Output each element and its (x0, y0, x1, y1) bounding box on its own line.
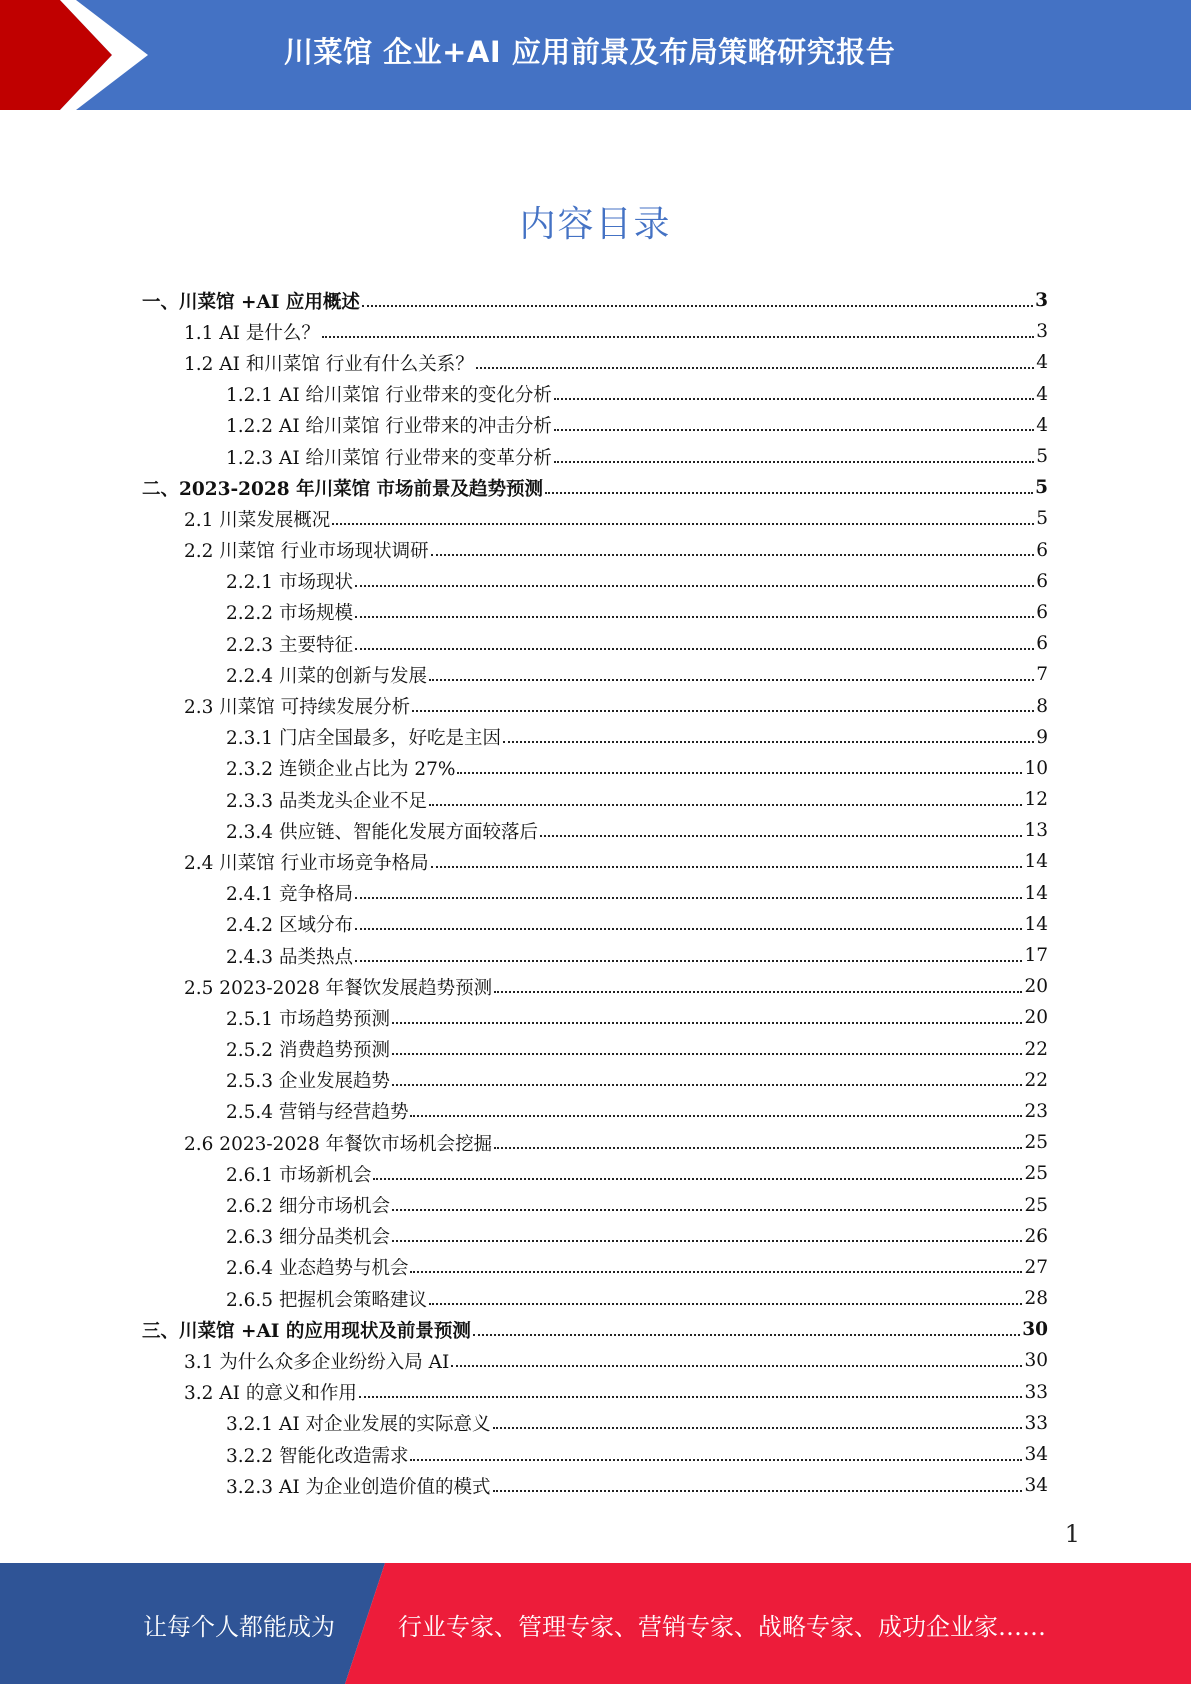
toc-entry-label: 2.5.4 营销与经营趋势 (226, 1102, 409, 1124)
toc-dot-leader (410, 1271, 1022, 1273)
toc-entry-page: 30 (1024, 1350, 1048, 1372)
toc-entry-page: 6 (1036, 539, 1048, 561)
toc-entry[interactable] (0, 722, 1191, 753)
toc-entry[interactable] (0, 1345, 1191, 1376)
toc-entry[interactable] (0, 1252, 1191, 1283)
toc-dot-leader (451, 1365, 1022, 1367)
toc-entry[interactable] (0, 535, 1191, 566)
toc-entry-page: 7 (1036, 664, 1048, 686)
toc-entry[interactable] (0, 940, 1191, 971)
toc-entry[interactable] (0, 659, 1191, 690)
table-of-contents (0, 285, 1191, 1501)
toc-entry-label: 2.6.1 市场新机会 (226, 1164, 372, 1186)
toc-entry-page: 3 (1036, 321, 1048, 343)
toc-entry-label: 一、川菜馆 +AI 应用概述 (142, 291, 360, 313)
toc-entry-label: 2.4.2 区域分布 (226, 915, 353, 937)
toc-entry-page: 27 (1024, 1256, 1048, 1278)
toc-entry[interactable] (0, 1408, 1191, 1439)
toc-dot-leader (540, 835, 1022, 837)
toc-entry-label: 2.5 2023-2028 年餐饮发展趋势预测 (184, 977, 493, 999)
toc-entry[interactable] (0, 566, 1191, 597)
toc-dot-leader (392, 1084, 1022, 1086)
toc-entry[interactable] (0, 1002, 1191, 1033)
toc-entry-page: 17 (1024, 945, 1048, 967)
toc-entry-label: 2.6.2 细分市场机会 (226, 1196, 390, 1218)
toc-entry-page: 4 (1036, 383, 1048, 405)
toc-entry-page: 4 (1036, 352, 1048, 374)
toc-entry-label: 1.2.3 AI 给川菜馆 行业带来的变革分析 (226, 447, 552, 469)
toc-entry-label: 2.6 2023-2028 年餐饮市场机会挖掘 (184, 1133, 493, 1155)
toc-entry[interactable] (0, 441, 1191, 472)
toc-entry-label: 2.2.1 市场现状 (226, 572, 353, 594)
toc-dot-leader (554, 429, 1034, 431)
toc-entry-label: 2.6.3 细分品类机会 (226, 1227, 390, 1249)
toc-dot-leader (373, 1178, 1022, 1180)
toc-heading: 内容目录 (519, 204, 672, 245)
toc-entry-label: 2.3.2 连锁企业占比为 27% (226, 759, 456, 781)
toc-entry[interactable] (0, 1189, 1191, 1220)
toc-entry-label: 2.3.4 供应链、智能化发展方面较落后 (226, 821, 538, 843)
toc-dot-leader (429, 804, 1022, 806)
toc-entry-page: 12 (1024, 789, 1048, 811)
toc-entry[interactable] (0, 1377, 1191, 1408)
toc-dot-leader (355, 648, 1034, 650)
toc-entry[interactable] (0, 347, 1191, 378)
toc-entry-label: 3.2 AI 的意义和作用 (184, 1383, 357, 1405)
toc-entry-label: 2.5.1 市场趋势预测 (226, 1008, 390, 1030)
page-number: 1 (1064, 1520, 1080, 1548)
toc-dot-leader (355, 960, 1023, 962)
toc-entry-label: 3.1 为什么众多企业纷纷入局 AI (184, 1351, 450, 1373)
toc-entry-page: 6 (1036, 601, 1048, 623)
toc-dot-leader (362, 305, 1033, 307)
toc-dot-leader (476, 367, 1034, 369)
toc-dot-leader (554, 461, 1034, 463)
toc-dot-leader (493, 1427, 1023, 1429)
toc-dot-leader (554, 398, 1034, 400)
toc-entry-label: 2.2.2 市场规模 (226, 603, 353, 625)
toc-entry-label: 2.4.1 竞争格局 (226, 884, 353, 906)
footer-band (0, 1563, 1191, 1684)
toc-entry[interactable] (0, 503, 1191, 534)
toc-entry-label: 2.3 川菜馆 可持续发展分析 (184, 697, 411, 719)
toc-dot-leader (322, 336, 1034, 338)
toc-entry-page: 34 (1024, 1475, 1048, 1497)
toc-dot-leader (392, 1240, 1022, 1242)
toc-entry[interactable] (0, 285, 1191, 316)
toc-dot-leader (545, 492, 1033, 494)
toc-entry-label: 1.1 AI 是什么？ (184, 322, 320, 344)
toc-dot-leader (494, 991, 1022, 993)
toc-dot-leader (392, 1022, 1022, 1024)
toc-dot-leader (392, 1209, 1022, 1211)
toc-entry-page: 5 (1035, 477, 1048, 499)
toc-entry-page: 34 (1024, 1444, 1048, 1466)
toc-entry-page: 20 (1024, 1007, 1048, 1029)
toc-entry-label: 2.6.4 业态趋势与机会 (226, 1258, 409, 1280)
toc-dot-leader (457, 772, 1022, 774)
toc-entry-page: 10 (1024, 757, 1048, 779)
toc-dot-leader (431, 554, 1035, 556)
toc-dot-leader (429, 1303, 1022, 1305)
toc-entry[interactable] (0, 316, 1191, 347)
footer-slogan-left: 让每个人都能成为 (143, 1613, 335, 1641)
toc-entry-label: 1.2.1 AI 给川菜馆 行业带来的变化分析 (226, 385, 552, 407)
toc-entry-label: 2.4 川菜馆 行业市场竞争格局 (184, 852, 429, 874)
toc-entry-page: 9 (1036, 726, 1048, 748)
toc-entry-page: 28 (1024, 1288, 1048, 1310)
toc-entry[interactable] (0, 1283, 1191, 1314)
toc-entry-label: 2.6.5 把握机会策略建议 (226, 1289, 427, 1311)
toc-entry-page: 25 (1024, 1132, 1048, 1154)
toc-entry-page: 14 (1024, 882, 1048, 904)
toc-dot-leader (493, 1490, 1023, 1492)
toc-entry[interactable] (0, 1314, 1191, 1345)
toc-entry-page: 26 (1024, 1225, 1048, 1247)
toc-entry-label: 2.5.3 企业发展趋势 (226, 1071, 390, 1093)
toc-entry-page: 14 (1024, 851, 1048, 873)
toc-entry-page: 3 (1035, 290, 1048, 312)
toc-entry-label: 3.2.1 AI 对企业发展的实际意义 (226, 1414, 491, 1436)
toc-entry-label: 2.2 川菜馆 行业市场现状调研 (184, 541, 429, 563)
toc-entry[interactable] (0, 628, 1191, 659)
toc-entry[interactable] (0, 1127, 1191, 1158)
toc-dot-leader (410, 1459, 1022, 1461)
toc-dot-leader (392, 1053, 1022, 1055)
toc-entry[interactable] (0, 971, 1191, 1002)
toc-entry-label: 3.2.3 AI 为企业创造价值的模式 (226, 1476, 491, 1498)
toc-entry[interactable] (0, 379, 1191, 410)
toc-entry-page: 6 (1036, 633, 1048, 655)
toc-dot-leader (431, 866, 1023, 868)
toc-entry-page: 14 (1024, 913, 1048, 935)
toc-entry-page: 5 (1036, 446, 1048, 468)
header-arrow-graphic (0, 0, 150, 110)
toc-entry-page: 33 (1024, 1381, 1048, 1403)
toc-entry-label: 2.2.3 主要特征 (226, 634, 353, 656)
toc-dot-leader (332, 523, 1034, 525)
toc-entry[interactable] (0, 1221, 1191, 1252)
toc-entry[interactable] (0, 909, 1191, 940)
toc-dot-leader (355, 616, 1034, 618)
footer-slogan-right: 行业专家、管理专家、营销专家、战略专家、成功企业家…… (398, 1613, 1046, 1641)
toc-dot-leader (359, 1396, 1023, 1398)
toc-dot-leader (494, 1147, 1022, 1149)
toc-entry[interactable] (0, 753, 1191, 784)
toc-entry-label: 3.2.2 智能化改造需求 (226, 1445, 409, 1467)
toc-dot-leader (429, 679, 1034, 681)
toc-dot-leader (355, 897, 1023, 899)
toc-entry[interactable] (0, 472, 1191, 503)
toc-dot-leader (503, 741, 1034, 743)
report-title: 川菜馆 企业+AI 应用前景及布局策略研究报告 (284, 35, 896, 69)
toc-entry-label: 2.1 川菜发展概况 (184, 509, 331, 531)
toc-entry-label: 三、川菜馆 +AI 的应用现状及前景预测 (142, 1320, 471, 1342)
toc-entry-page: 6 (1036, 570, 1048, 592)
toc-entry[interactable] (0, 690, 1191, 721)
toc-entry-page: 33 (1024, 1412, 1048, 1434)
toc-entry[interactable] (0, 784, 1191, 815)
toc-entry[interactable] (0, 1158, 1191, 1189)
toc-entry-label: 1.2 AI 和川菜馆 行业有什么关系？ (184, 353, 474, 375)
toc-entry-page: 5 (1036, 508, 1048, 530)
toc-entry-page: 4 (1036, 414, 1048, 436)
toc-entry-page: 25 (1024, 1163, 1048, 1185)
toc-entry[interactable] (0, 1439, 1191, 1470)
toc-entry-page: 30 (1022, 1319, 1048, 1341)
toc-entry-page: 8 (1036, 695, 1048, 717)
toc-entry-page: 13 (1024, 820, 1048, 842)
toc-entry-label: 2.4.3 品类热点 (226, 946, 353, 968)
toc-entry-page: 25 (1024, 1194, 1048, 1216)
toc-entry[interactable] (0, 1470, 1191, 1501)
toc-dot-leader (473, 1334, 1020, 1336)
toc-entry[interactable] (0, 1096, 1191, 1127)
toc-entry[interactable] (0, 878, 1191, 909)
toc-entry-label: 2.5.2 消费趋势预测 (226, 1040, 390, 1062)
toc-entry[interactable] (0, 1065, 1191, 1096)
header-band (0, 0, 1191, 110)
toc-entry[interactable] (0, 410, 1191, 441)
toc-dot-leader (412, 710, 1034, 712)
toc-entry[interactable] (0, 846, 1191, 877)
toc-entry-label: 二、2023-2028 年川菜馆 市场前景及趋势预测 (142, 478, 544, 500)
toc-entry-label: 2.3.1 门店全国最多，好吃是主因 (226, 728, 501, 750)
toc-entry-label: 2.2.4 川菜的创新与发展 (226, 665, 427, 687)
toc-entry[interactable] (0, 597, 1191, 628)
toc-entry-page: 23 (1024, 1100, 1048, 1122)
toc-entry-page: 22 (1024, 1038, 1048, 1060)
toc-entry-page: 22 (1024, 1069, 1048, 1091)
toc-dot-leader (410, 1115, 1022, 1117)
toc-entry[interactable] (0, 1034, 1191, 1065)
toc-entry[interactable] (0, 815, 1191, 846)
toc-dot-leader (355, 585, 1034, 587)
toc-entry-label: 2.3.3 品类龙头企业不足 (226, 790, 427, 812)
toc-entry-page: 20 (1024, 976, 1048, 998)
toc-dot-leader (355, 928, 1023, 930)
toc-entry-label: 1.2.2 AI 给川菜馆 行业带来的冲击分析 (226, 416, 552, 438)
